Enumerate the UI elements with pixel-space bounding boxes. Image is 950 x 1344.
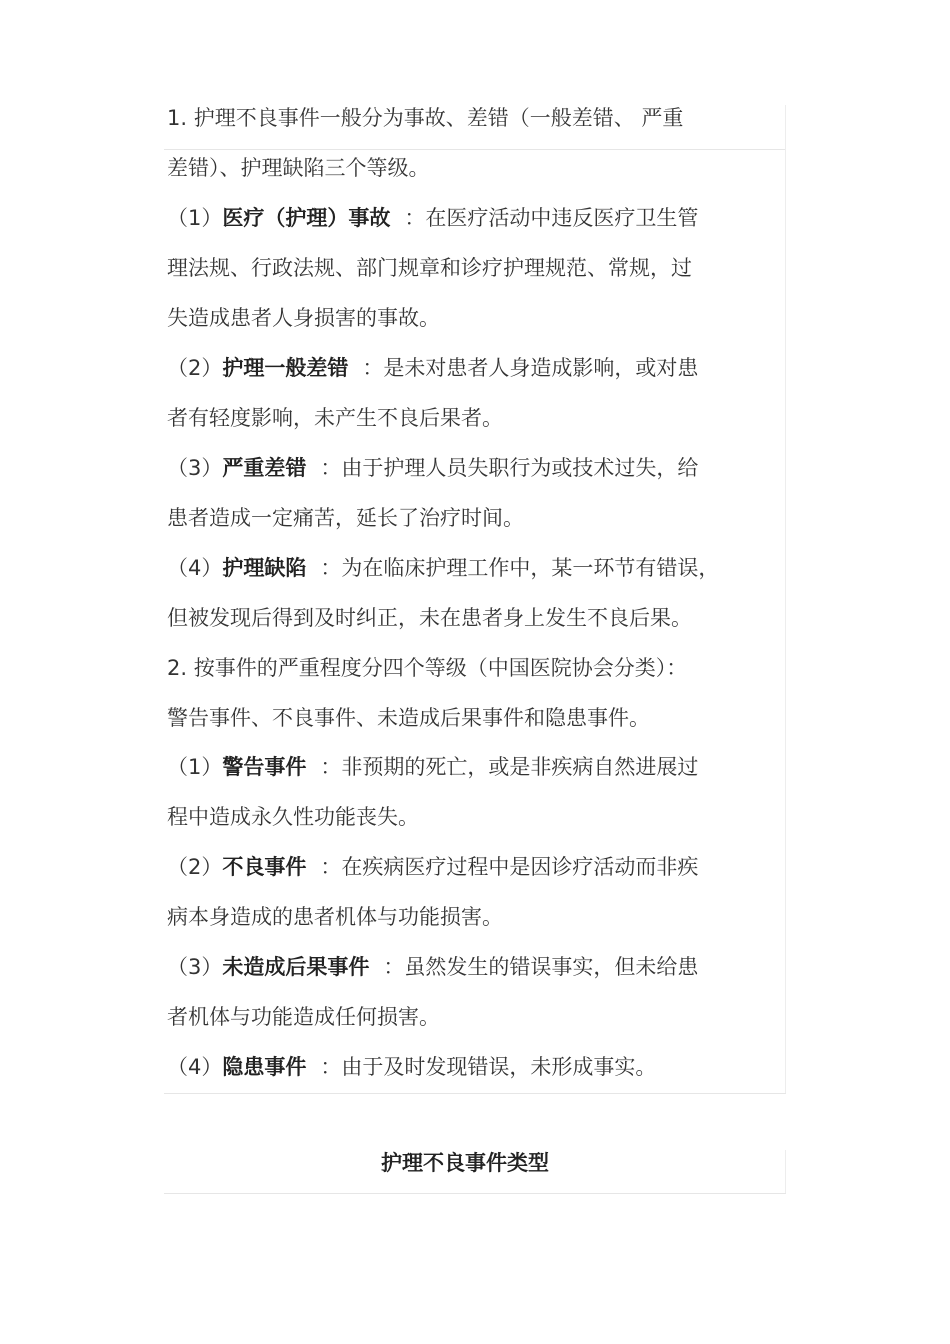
item-description: ：在医疗活动中违反医疗卫生管 (404, 206, 699, 230)
table-border-bottom (164, 1193, 786, 1194)
list-item (167, 203, 698, 233)
item-description: ：非预期的死亡，或是非疾病自然进展过 (320, 755, 699, 779)
item-description-continued: 者机体与功能造成任何损害。 (167, 1005, 440, 1029)
item-term: 未造成后果事件 (222, 955, 370, 979)
item-term: 隐患事件 (222, 1055, 307, 1079)
item-number: （3） (167, 456, 223, 480)
item-description: ：为在临床护理工作中，某一环节有错误， (320, 556, 720, 580)
table-border-right (785, 105, 786, 1093)
item-description-continued: 但被发现后得到及时纠正，未在患者身上发生不良后果。 (167, 606, 692, 630)
table-border-right (785, 1150, 786, 1194)
section2-line-1: 2. 按事件的严重程度分四个等级（中国医院协会分类）： (167, 656, 688, 680)
item-number: （1） (167, 755, 223, 779)
item-term: 严重差错 (222, 456, 307, 480)
item-number: （4） (167, 556, 223, 580)
item-description-continued: 者有轻度影响，未产生不良后果者。 (167, 406, 503, 430)
list-item (167, 353, 698, 383)
table-border-top (164, 149, 786, 150)
item-term: 护理缺陷 (222, 556, 307, 580)
item-description: ：虽然发生的错误事实，但未给患 (383, 955, 699, 979)
item-term: 护理一般差错 (222, 356, 349, 380)
list-item (167, 952, 698, 982)
section2-line-2: 警告事件、不良事件、未造成后果事件和隐患事件。 (167, 706, 650, 730)
item-term: 警告事件 (222, 755, 307, 779)
item-description: ：是未对患者人身造成影响，或对患 (362, 356, 699, 380)
list-item (167, 852, 698, 882)
item-number: （2） (167, 855, 223, 879)
item-description-continued: 病本身造成的患者机体与功能损害。 (167, 905, 503, 929)
item-number: （2） (167, 356, 223, 380)
intro-line-1: 1. 护理不良事件一般分为事故、差错（一般差错、 严重 (167, 106, 684, 130)
item-description-continued: 程中造成永久性功能丧失。 (167, 805, 419, 829)
item-description-continued: 理法规、行政法规、部门规章和诊疗护理规范、常规，过 (167, 256, 692, 280)
item-description: ：由于及时发现错误，未形成事实。 (320, 1055, 657, 1079)
item-number: （3） (167, 955, 223, 979)
section-heading: 护理不良事件类型 (381, 1151, 549, 1175)
item-description-continued: 患者造成一定痛苦，延长了治疗时间。 (167, 506, 524, 530)
item-term: 医疗（护理）事故 (222, 206, 391, 230)
item-number: （1） (167, 206, 223, 230)
intro-line-2: 差错）、护理缺陷三个等级。 (167, 156, 430, 180)
item-description-continued: 失造成患者人身损害的事故。 (167, 306, 440, 330)
item-number: （4） (167, 1055, 223, 1079)
list-item (167, 1052, 656, 1082)
item-description: ：在疾病医疗过程中是因诊疗活动而非疾 (320, 855, 699, 879)
list-item (167, 453, 698, 483)
table-border-bottom (164, 1093, 786, 1094)
list-item (167, 752, 698, 782)
item-description: ：由于护理人员失职行为或技术过失，给 (320, 456, 699, 480)
item-term: 不良事件 (222, 855, 307, 879)
list-item (167, 553, 719, 583)
